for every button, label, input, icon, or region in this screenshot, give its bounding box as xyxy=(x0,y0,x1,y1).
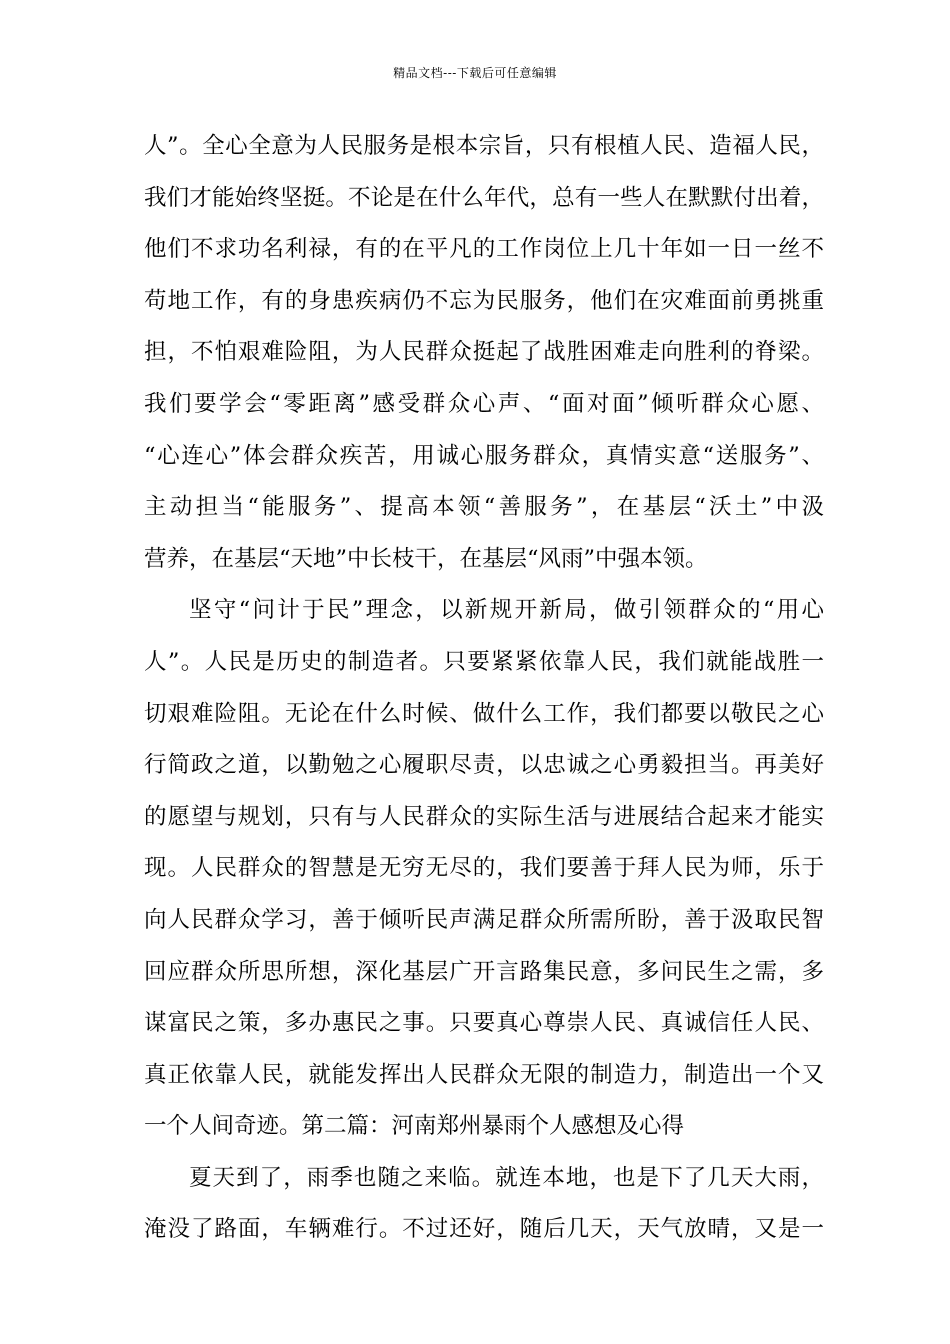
body-text xyxy=(144,126,824,1261)
text-line: 人”。人民是历史的制造者。只要紧紧依靠人民，我们就能战胜一 xyxy=(144,648,824,675)
text-line: “心连心”体会群众疾苦，用诚心服务群众，真情实意“送服务”、 xyxy=(144,442,824,469)
text-line: 谋富民之策，多办惠民之事。只要真心尊崇人民、真诚信任人民、 xyxy=(144,1010,824,1037)
text-line: 的愿望与规划，只有与人民群众的实际生活与进展结合起来才能实 xyxy=(144,803,824,830)
text-line: 向人民群众学习，善于倾听民声满足群众所需所盼，善于汲取民智 xyxy=(144,906,824,933)
page-header: 精品文档---下载后可任意编辑 xyxy=(393,66,557,80)
text-line: 真正依靠人民，就能发挥出人民群众无限的制造力，制造出一个又 xyxy=(144,1061,824,1088)
text-line: 淹没了路面，车辆难行。不过还好，随后几天，天气放晴，又是一 xyxy=(144,1216,824,1243)
text-line: 现。人民群众的智慧是无穷无尽的，我们要善于拜人民为师，乐于 xyxy=(144,855,824,882)
text-line: 我们要学会“零距离”感受群众心声、“面对面”倾听群众心愿、 xyxy=(144,390,824,417)
text-line: 坚守“问计于民”理念，以新规开新局，做引领群众的“用心 xyxy=(189,597,824,624)
text-line: 切艰难险阻。无论在什么时候、做什么工作，我们都要以敬民之心 xyxy=(144,700,824,727)
text-line: 行简政之道，以勤勉之心履职尽责，以忠诚之心勇毅担当。再美好 xyxy=(144,752,824,779)
text-line: 一个人间奇迹。第二篇：河南郑州暴雨个人感想及心得 xyxy=(144,1113,685,1140)
text-line: 回应群众所思所想，深化基层广开言路集民意，多问民生之需，多 xyxy=(144,958,824,985)
text-line: 苟地工作，有的身患疾病仍不忘为民服务，他们在灾难面前勇挑重 xyxy=(144,287,824,314)
text-line: 他们不求功名利禄，有的在平凡的工作岗位上几十年如一日一丝不 xyxy=(144,236,824,263)
text-line: 担，不怕艰难险阻，为人民群众挺起了战胜困难走向胜利的脊梁。 xyxy=(144,339,824,366)
text-line: 人”。全心全意为人民服务是根本宗旨，只有根植人民、造福人民， xyxy=(144,133,824,159)
text-line: 营养，在基层“天地”中长枝干，在基层“风雨”中强本领。 xyxy=(144,545,708,572)
text-line: 我们才能始终坚挺。不论是在什么年代，总有一些人在默默付出着， xyxy=(144,184,824,211)
text-line: 夏天到了，雨季也随之来临。就连本地，也是下了几天大雨， xyxy=(189,1164,824,1191)
text-line: 主动担当“能服务”、提高本领“善服务”，在基层“沃土”中汲 xyxy=(144,494,824,521)
